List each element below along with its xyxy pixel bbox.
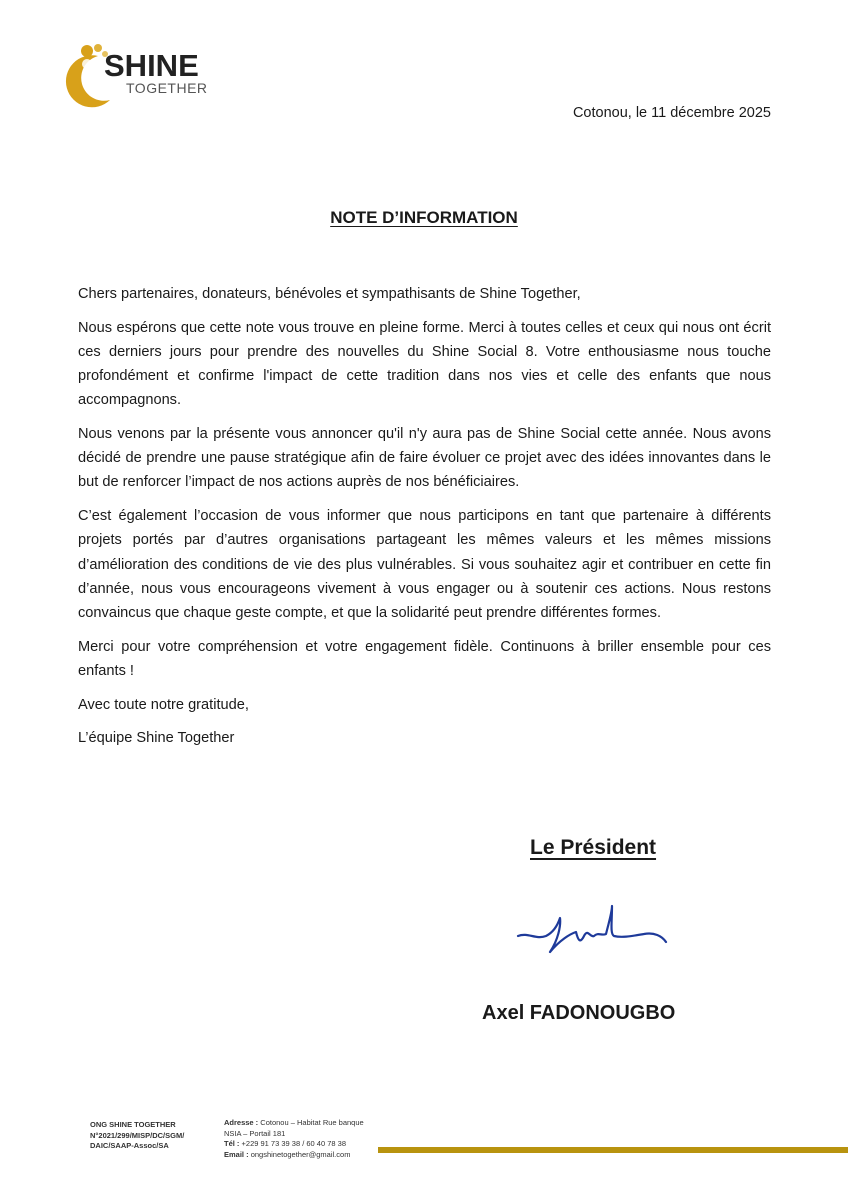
footer-registration-suffix: DAIC/SAAP-Assoc/SA (90, 1141, 169, 1150)
letter-body (78, 282, 771, 760)
salutation: Chers partenaires, donateurs, bénévoles et sympathisants de Shine Together, (78, 286, 581, 302)
closing: Avec toute notre gratitude, (78, 696, 249, 713)
paragraph: Nous espérons que cette note vous trouve en pleine forme. Merci à toutes celles et ceux qui nous ont écrit ces derniers jours pour prendre des nouvelles du Shine Social 8. Votre enthousiasme nous touche profondément et confirme l'impact de cette tradition dans nos vies et celle des enfants que nous accompagnons. (78, 319, 771, 409)
footer-address-label: Adresse : (224, 1118, 259, 1127)
letter-date: Cotonou, le 11 décembre 2025 (572, 105, 771, 121)
footer-phone (224, 1139, 374, 1150)
footer-address-value: Cotonou – Habitat Rue banque NSIA – Portail 181 (224, 1118, 364, 1138)
paragraph: Nous venons par la présente vous annoncer qu'il n'y aura pas de Shine Social cette année. Nous avons décidé de prendre une pause stratégique afin de faire évoluer ce projet avec des idées innovantes dans le but de renforcer l’impact de nos actions auprès de nos bénéficiaires. (78, 426, 771, 491)
footer-organization (90, 1120, 184, 1152)
footer-email-value: ongshinetogether@gmail.com (250, 1149, 351, 1159)
footer-address (224, 1118, 374, 1139)
handwritten-signature-icon (514, 896, 678, 968)
document-title (0, 208, 848, 228)
paragraph: C’est également l’occasion de vous informer que nous participons en tant que partenaire à différents projets portés par d’autres organisations partageant les mêmes valeurs et les mêmes missions d’amélioration des conditions de vie des plus vulnérables. Si vous souhaitez agir et contribuer en cette fin d’année, nous vous encourageons vivement à vous engager ou à soutenir ces actions. Nous restons convaincus que chaque geste compte, et que la solidarité peut prendre différentes formes. (78, 508, 771, 621)
logo-tagline: TOGETHER (126, 80, 208, 96)
document-title-text: NOTE D’INFORMATION (330, 208, 518, 227)
team-signoff: L’équipe Shine Together (78, 730, 235, 747)
footer-email-label: Email : (224, 1149, 249, 1159)
footer-registration-number: N°2021/299/MISP/DC/SGM/ (90, 1130, 185, 1140)
footer-phone-label: Tél : (224, 1139, 240, 1148)
logo-wordmark: SHINE (104, 48, 199, 83)
footer-phone-value: +229 91 73 39 38 / 60 40 78 38 (241, 1139, 346, 1148)
signatory-role (530, 836, 656, 860)
signatory-name: Axel FADONOUGBO (482, 1002, 676, 1024)
footer-contact (224, 1118, 374, 1160)
footer-email (224, 1150, 374, 1161)
footer-divider (378, 1147, 848, 1153)
footer-org-name: ONG SHINE TOGETHER (90, 1120, 176, 1129)
signatory-role-text: Le Président (530, 836, 657, 859)
paragraph: Merci pour votre compréhension et votre engagement fidèle. Continuons à briller ensemble pour ces enfants ! (78, 638, 771, 679)
shine-together-logo (60, 42, 220, 112)
